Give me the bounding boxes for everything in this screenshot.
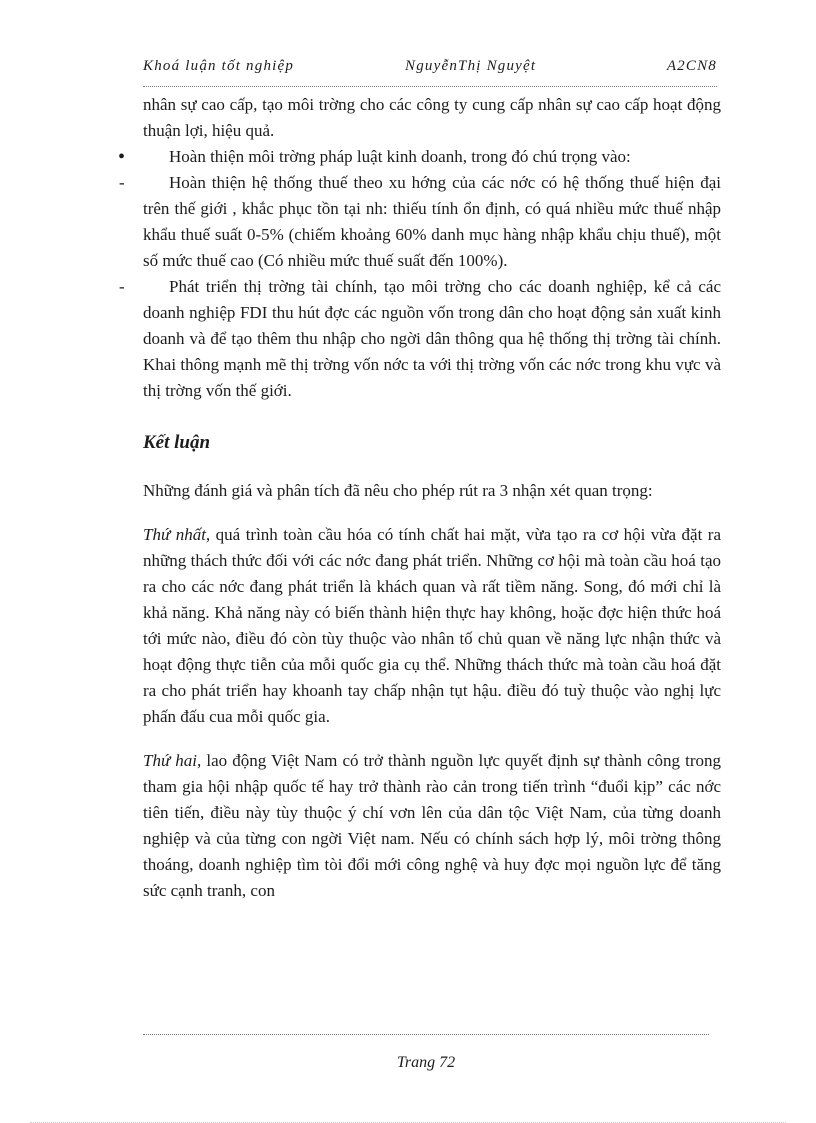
dash-marker: - — [119, 277, 125, 296]
conclusion-heading: Kết luận — [143, 432, 211, 453]
point-lead: Thứ hai, — [143, 751, 202, 770]
intro-paragraph: nhân sự cao cấp, tạo môi trờng cho các công ty cung cấp nhân sự cao cấp hoạt động thuận lợi, hiệu quả. — [143, 95, 721, 140]
header-author-name: NguyễnThị Nguyệt — [405, 58, 537, 74]
dash-marker: - — [119, 173, 125, 192]
footer-divider — [143, 1034, 709, 1035]
page-body — [118, 92, 722, 904]
dash-item-text: Phát triển thị trờng tài chính, tạo môi trờng cho các doanh nghiệp, kể cả các doanh nghiệp FDI thu hút đợc các nguồn vốn trong dân cho hoạt động sản xuất kinh doanh và để tạo thêm thu nhập cho ngời dân thông qua hệ thống thị trờng tài chính. Khai thông mạnh mẽ thị trờng vốn nớc ta với thị trờng vốn các nớc trong khu vực và thị trờng vốn thế giới. — [143, 277, 721, 400]
dash-item-tax — [119, 170, 721, 274]
conclusion-point-1 — [143, 522, 721, 730]
point-text: quá trình toàn cầu hóa có tính chất hai mặt, vừa tạo ra cơ hội vừa đặt ra những thách thức đối với các nớc đang phát triển. Những cơ hội mà toàn cầu hoá tạo ra cho các nớc đang phát triển là khách quan và rất tiềm năng. Song, đó mới chỉ là khả năng. Khả năng này có biến thành hiện thực hay không, hoặc đợc hiện thức hoá tới mức nào, điều đó còn tùy thuộc vào nhân tố chủ quan về năng lực nhận thức và hoạt động thực tiễn của mỗi quốc gia cụ thể. Những thách thức mà toàn cầu hoá đặt ra cho phát triển hay khoanh tay chấp nhận tụt hậu. điều đó tuỳ thuộc vào nghị lực phấn đấu cua mỗi quốc gia. — [143, 525, 721, 726]
page-header — [143, 58, 717, 80]
header-thesis-title: Khoá luận tốt nghiệp — [143, 58, 295, 74]
point-lead: Thứ nhất, — [143, 525, 211, 544]
bullet-marker: • — [118, 146, 126, 168]
dash-item-finance — [119, 274, 721, 404]
conclusion-point-2 — [143, 748, 721, 904]
bullet-text: Hoàn thiện môi trờng pháp luật kinh doanh, trong đó chú trọng vào: — [169, 147, 631, 166]
point-text: lao động Việt Nam có trở thành nguồn lực quyết định sự thành công trong tham gia hội nhập quốc tế hay trở thành rào cản trong tiến trình “đuổi kịp” các nớc tiên tiến, điều này tùy thuộc ý chí vơn lên của dân tộc Việt Nam, của từng doanh nghiệp và của từng con ngời Việt nam. Nếu có chính sách hợp lý, môi trờng thông thoáng, doanh nghiệp tìm tòi đổi mới công nghệ và huy đợc mọi nguồn lực để tăng sức cạnh tranh, con — [143, 751, 722, 900]
dash-item-text: Hoàn thiện hệ thống thuế theo xu hớng của các nớc có hệ thống thuế hiện đại trên thế giới , khắc phục tồn tại nh: thiếu tính ổn định, có quá nhiều mức thuế nhập khẩu thuế suất 0-5% (chiếm khoảng 60% danh mục hàng nhập khẩu chịu thuế), một số mức thuế cao (Có nhiều mức thuế suất đến 100%). — [143, 173, 721, 270]
conclusion-intro: Những đánh giá và phân tích đã nêu cho phép rút ra 3 nhận xét quan trọng: — [143, 481, 653, 500]
page-number: Trang 72 — [396, 1054, 456, 1071]
header-divider — [143, 86, 717, 87]
bullet-item — [118, 144, 721, 170]
header-class-code: A2CN8 — [666, 58, 717, 74]
